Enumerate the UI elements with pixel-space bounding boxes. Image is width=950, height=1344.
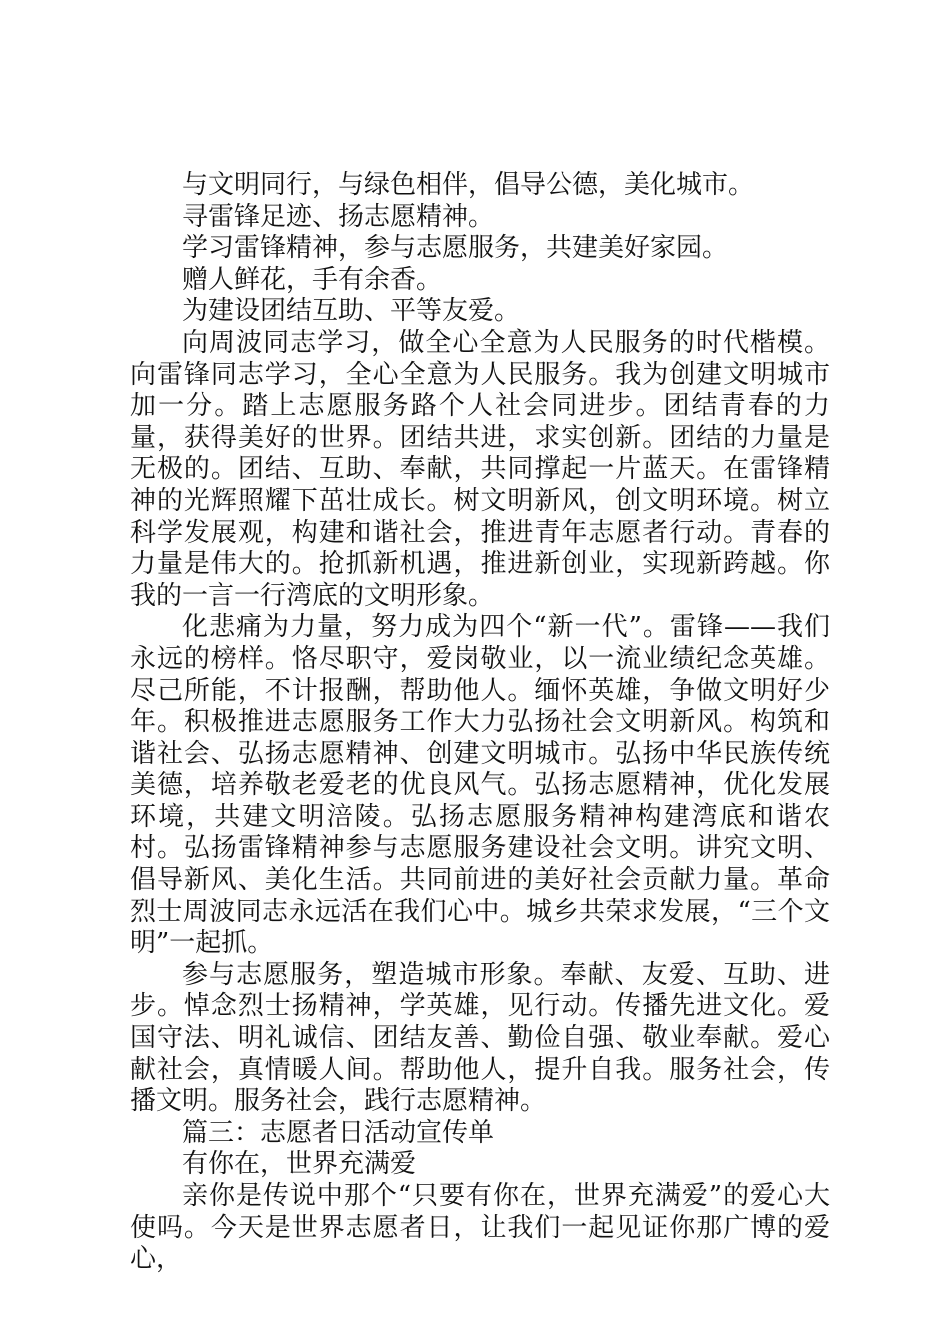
paragraph-8: 参与志愿服务，塑造城市形象。奉献、友爱、互助、进步。悼念烈士扬精神，学英雄，见行动。传播先进文化。爱国守法、明礼诚信、团结友善、勤俭自强、敬业奉献。爱心献社会，真情暖人间。帮助他人，提升自我。服务社会，传播文明。服务社会，践行志愿精神。	[130, 959, 830, 1117]
paragraph-7: 化悲痛为力量，努力成为四个“新一代”。雷锋——我们永远的榜样。恪尽职守，爱岗敬业，以一流业绩纪念英雄。尽己所能，不计报酬，帮助他人。缅怀英雄，争做文明好少年。积极推进志愿服务工作大力弘扬社会文明新风。构筑和谐社会、弘扬志愿精神、创建文明城市。弘扬中华民族传统美德，培养敬老爱老的优良风气。弘扬志愿精神，优化发展环境，共建文明涪陵。弘扬志愿服务精神构建湾底和谐农村。弘扬雷锋精神参与志愿服务建设社会文明。讲究文明、倡导新风、美化生活。共同前进的美好社会贡献力量。革命烈士周波同志永远活在我们心中。城乡共荣求发展，“三个文明”一起抓。	[130, 612, 830, 959]
section-heading: 篇三：志愿者日活动宣传单	[182, 1117, 495, 1148]
paragraph-2: 寻雷锋足迹、扬志愿精神。	[182, 201, 495, 232]
paragraph-6: 向周波同志学习，做全心全意为人民服务的时代楷模。向雷锋同志学习，全心全意为人民服务。我为创建文明城市加一分。踏上志愿服务路个人社会同进步。团结青春的力量，获得美好的世界。团结共进，求实创新。团结的力量是无极的。团结、互助、奉献，共同撑起一片蓝天。在雷锋精神的光辉照耀下茁壮成长。树文明新风，创文明环境。树立科学发展观，构建和谐社会，推进青年志愿者行动。青春的力量是伟大的。抢抓新机遇，推进新创业，实现新跨越。你我的一言一行湾底的文明形象。	[130, 327, 830, 611]
flyer-slogan: 有你在，世界充满爱	[182, 1149, 417, 1180]
paragraph-3: 学习雷锋精神，参与志愿服务，共建美好家园。	[182, 233, 729, 264]
paragraph-4: 赠人鲜花，手有余香。	[182, 264, 443, 295]
paragraph-5: 为建设团结互助、平等友爱。	[182, 296, 521, 327]
paragraph-1: 与文明同行，与绿色相伴，倡导公德，美化城市。	[182, 170, 755, 200]
document-body	[130, 170, 830, 1276]
paragraph-11: 亲你是传说中那个“只要有你在，世界充满爱”的爱心大使吗。今天是世界志愿者日，让我们一起见证你那广博的爱心，	[130, 1181, 830, 1275]
